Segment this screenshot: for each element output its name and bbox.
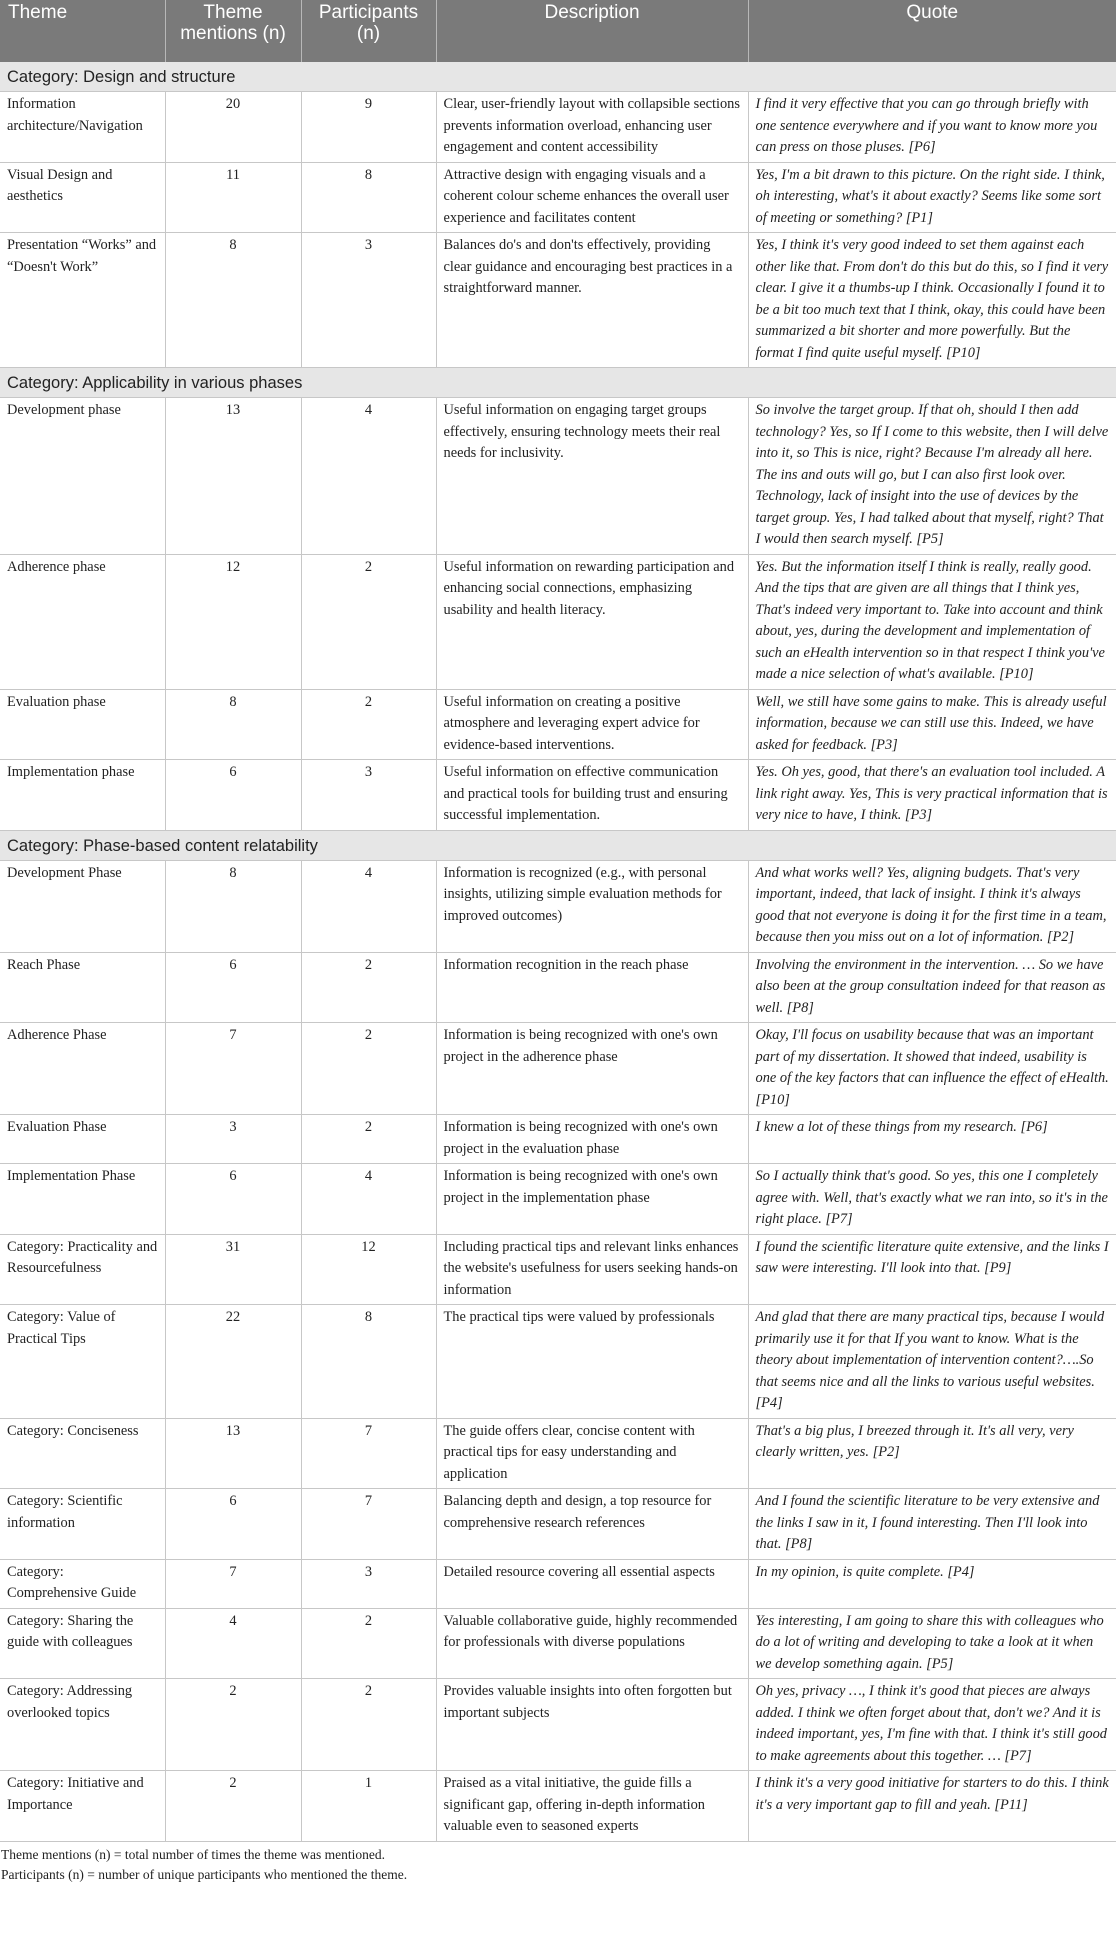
- header-description: Description: [436, 0, 748, 62]
- cell-participants: 8: [301, 1305, 436, 1419]
- cell-theme: Category: Conciseness: [0, 1418, 165, 1489]
- cell-theme: Adherence phase: [0, 554, 165, 689]
- cell-description: Balancing depth and design, a top resource for comprehensive research references: [436, 1489, 748, 1560]
- cell-description: Information is being recognized with one's own project in the evaluation phase: [436, 1115, 748, 1164]
- table-row: [0, 1489, 1116, 1560]
- cell-theme: Category: Sharing the guide with colleagues: [0, 1608, 165, 1679]
- cell-description: Information is being recognized with one's own project in the implementation phase: [436, 1164, 748, 1235]
- cell-theme: Category: Practicality and Resourcefulness: [0, 1234, 165, 1305]
- cell-participants: 2: [301, 1608, 436, 1679]
- cell-theme: Category: Comprehensive Guide: [0, 1559, 165, 1608]
- cell-theme: Reach Phase: [0, 952, 165, 1023]
- cell-mentions: 8: [165, 689, 301, 760]
- cell-description: Information is being recognized with one's own project in the adherence phase: [436, 1023, 748, 1115]
- cell-theme: Category: Scientific information: [0, 1489, 165, 1560]
- cell-participants: 2: [301, 952, 436, 1023]
- cell-participants: 2: [301, 1115, 436, 1164]
- cell-theme: Visual Design and aesthetics: [0, 162, 165, 233]
- cell-description: The guide offers clear, concise content with practical tips for easy understanding and application: [436, 1418, 748, 1489]
- cell-participants: 2: [301, 689, 436, 760]
- cell-participants: 7: [301, 1418, 436, 1489]
- cell-theme: Adherence Phase: [0, 1023, 165, 1115]
- category-row: [0, 830, 1116, 860]
- cell-mentions: 12: [165, 554, 301, 689]
- cell-quote: I think it's a very good initiative for starters to do this. I think it's a very important gap to fill and yeah. [P11]: [748, 1771, 1116, 1842]
- cell-participants: 12: [301, 1234, 436, 1305]
- cell-mentions: 3: [165, 1115, 301, 1164]
- cell-description: Attractive design with engaging visuals and a coherent colour scheme enhances the overall user experience and facilitates content: [436, 162, 748, 233]
- cell-theme: Evaluation phase: [0, 689, 165, 760]
- cell-mentions: 2: [165, 1771, 301, 1842]
- table-row: [0, 1608, 1116, 1679]
- cell-description: Information recognition in the reach phase: [436, 952, 748, 1023]
- table-body: [0, 62, 1116, 1841]
- cell-quote: Yes. But the information itself I think is really, really good. And the tips that are given are all things that I think yes, That's indeed very important to. Take into account and think about, yes, during the development and implementation of such an eHealth intervention so in that respect I think you've made a nice selection of what's available. [P10]: [748, 554, 1116, 689]
- header-row: [0, 0, 1116, 62]
- cell-theme: Information architecture/Navigation: [0, 92, 165, 163]
- category-row: [0, 62, 1116, 92]
- header-quote: Quote: [748, 0, 1116, 62]
- table-row: [0, 1023, 1116, 1115]
- cell-quote: And I found the scientific literature to be very extensive and the links I saw in it, I found interesting. Then I'll look into that. [P8]: [748, 1489, 1116, 1560]
- cell-participants: 3: [301, 1559, 436, 1608]
- table-row: [0, 162, 1116, 233]
- cell-description: Useful information on creating a positive atmosphere and leveraging expert advice for evidence-based interventions.: [436, 689, 748, 760]
- cell-description: Balances do's and don'ts effectively, providing clear guidance and encouraging best practices in a straightforward manner.: [436, 233, 748, 368]
- table-row: [0, 398, 1116, 555]
- category-label: Category: Design and structure: [0, 62, 1116, 92]
- table-row: [0, 1418, 1116, 1489]
- cell-quote: Involving the environment in the intervention. … So we have also been at the group consultation indeed for that reason as well. [P8]: [748, 952, 1116, 1023]
- cell-quote: I knew a lot of these things from my research. [P6]: [748, 1115, 1116, 1164]
- cell-description: Information is recognized (e.g., with personal insights, utilizing simple evaluation methods for improved outcomes): [436, 860, 748, 952]
- table-row: [0, 1234, 1116, 1305]
- cell-mentions: 22: [165, 1305, 301, 1419]
- cell-mentions: 8: [165, 860, 301, 952]
- cell-quote: And glad that there are many practical tips, because I would primarily use it for that If you want to know. What is the theory about implementation of intervention content?….So that seems nice and all the links to various useful websites. [P4]: [748, 1305, 1116, 1419]
- header-mentions: Theme mentions (n): [165, 0, 301, 62]
- header-theme: Theme: [0, 0, 165, 62]
- cell-mentions: 13: [165, 1418, 301, 1489]
- cell-quote: Yes, I'm a bit drawn to this picture. On the right side. I think, oh interesting, what's it about exactly? Seems like some sort of meeting or something? [P1]: [748, 162, 1116, 233]
- cell-description: The practical tips were valued by professionals: [436, 1305, 748, 1419]
- cell-participants: 3: [301, 760, 436, 831]
- cell-mentions: 4: [165, 1608, 301, 1679]
- footnote-mentions: Theme mentions (n) = total number of times the theme was mentioned.: [1, 1846, 386, 1862]
- cell-quote: Yes, I think it's very good indeed to set them against each other like that. From don't do this but do this, so I find it very clear. I give it a thumbs-up I think. Occasionally I found it to be a bit too much text that I think, okay, this could have been summarized a bit shorter and more powerfully. But the format I find quite useful myself. [P10]: [748, 233, 1116, 368]
- cell-quote: Yes interesting, I am going to share this with colleagues who do a lot of writing and developing to take a look at it when we develop something again. [P5]: [748, 1608, 1116, 1679]
- cell-quote: And what works well? Yes, aligning budgets. That's very important, indeed, that lack of insight. I think it's always good that not everyone is doing it for the first time in a team, because then you miss out on a lot of information. [P2]: [748, 860, 1116, 952]
- cell-description: Clear, user-friendly layout with collapsible sections prevents information overload, enhancing user engagement and content accessibility: [436, 92, 748, 163]
- cell-participants: 4: [301, 398, 436, 555]
- table-row: [0, 1305, 1116, 1419]
- cell-theme: Category: Value of Practical Tips: [0, 1305, 165, 1419]
- table-row: [0, 1679, 1116, 1771]
- table-row: [0, 1771, 1116, 1842]
- cell-mentions: 2: [165, 1679, 301, 1771]
- cell-theme: Development phase: [0, 398, 165, 555]
- cell-description: Praised as a vital initiative, the guide fills a significant gap, offering in-depth information valuable even to seasoned experts: [436, 1771, 748, 1842]
- cell-theme: Implementation phase: [0, 760, 165, 831]
- cell-quote: That's a big plus, I breezed through it. It's all very, very clearly written, yes. [P2]: [748, 1418, 1116, 1489]
- cell-description: Detailed resource covering all essential aspects: [436, 1559, 748, 1608]
- table-row: [0, 760, 1116, 831]
- cell-mentions: 11: [165, 162, 301, 233]
- cell-theme: Implementation Phase: [0, 1164, 165, 1235]
- footnote-participants: Participants (n) = number of unique participants who mentioned the theme.: [1, 1866, 408, 1882]
- cell-quote: In my opinion, is quite complete. [P4]: [748, 1559, 1116, 1608]
- cell-theme: Category: Addressing overlooked topics: [0, 1679, 165, 1771]
- table-row: [0, 860, 1116, 952]
- cell-description: Useful information on rewarding participation and enhancing social connections, emphasizing usability and health literacy.: [436, 554, 748, 689]
- cell-quote: So involve the target group. If that oh, should I then add technology? Yes, so If I come to this website, then I will delve into it, so This is nice, right? Because I'm already all here. The ins and outs will go, but I can also first look over. Technology, lack of insight into the use of devices by the target group. Yes, I had talked about that myself, right? That I would then search myself. [P5]: [748, 398, 1116, 555]
- table-row: [0, 952, 1116, 1023]
- table-row: [0, 689, 1116, 760]
- cell-quote: So I actually think that's good. So yes, this one I completely agree with. Well, that's exactly what we ran into, so it's in the right place. [P7]: [748, 1164, 1116, 1235]
- cell-participants: 8: [301, 162, 436, 233]
- cell-participants: 2: [301, 554, 436, 689]
- cell-theme: Category: Initiative and Importance: [0, 1771, 165, 1842]
- cell-mentions: 8: [165, 233, 301, 368]
- cell-quote: Well, we still have some gains to make. This is already useful information, because we can still use this. Indeed, we have asked for feedback. [P3]: [748, 689, 1116, 760]
- cell-participants: 2: [301, 1023, 436, 1115]
- cell-mentions: 6: [165, 1489, 301, 1560]
- cell-participants: 7: [301, 1489, 436, 1560]
- cell-mentions: 6: [165, 1164, 301, 1235]
- cell-participants: 1: [301, 1771, 436, 1842]
- cell-mentions: 31: [165, 1234, 301, 1305]
- cell-quote: I find it very effective that you can go through briefly with one sentence everywhere and if you want to know more you can press on those pluses. [P6]: [748, 92, 1116, 163]
- footnotes: [0, 1842, 1116, 1885]
- cell-theme: Development Phase: [0, 860, 165, 952]
- cell-quote: Yes. Oh yes, good, that there's an evaluation tool included. A link right away. Yes, This is very practical information that is very nice to have, I think. [P3]: [748, 760, 1116, 831]
- category-row: [0, 368, 1116, 398]
- cell-participants: 2: [301, 1679, 436, 1771]
- table-row: [0, 92, 1116, 163]
- header-participants: Participants (n): [301, 0, 436, 62]
- cell-participants: 4: [301, 1164, 436, 1235]
- cell-quote: Okay, I'll focus on usability because that was an important part of my dissertation. It showed that indeed, usability is one of the key factors that can influence the effect of eHealth. [P10]: [748, 1023, 1116, 1115]
- cell-description: Including practical tips and relevant links enhances the website's usefulness for users seeking hands-on information: [436, 1234, 748, 1305]
- cell-quote: Oh yes, privacy …, I think it's good that pieces are always added. I think we often forget about that, don't we? And it is indeed important, yes, I'm fine with that. I think it's still good to make agreements about this together. … [P7]: [748, 1679, 1116, 1771]
- category-label: Category: Phase-based content relatability: [0, 830, 1116, 860]
- cell-theme: Presentation “Works” and “Doesn't Work”: [0, 233, 165, 368]
- cell-description: Valuable collaborative guide, highly recommended for professionals with diverse populations: [436, 1608, 748, 1679]
- cell-description: Useful information on engaging target groups effectively, ensuring technology meets their real needs for inclusivity.: [436, 398, 748, 555]
- cell-mentions: 13: [165, 398, 301, 555]
- table-row: [0, 554, 1116, 689]
- cell-mentions: 20: [165, 92, 301, 163]
- cell-mentions: 6: [165, 760, 301, 831]
- cell-mentions: 6: [165, 952, 301, 1023]
- table-row: [0, 1115, 1116, 1164]
- cell-description: Provides valuable insights into often forgotten but important subjects: [436, 1679, 748, 1771]
- cell-theme: Evaluation Phase: [0, 1115, 165, 1164]
- table-row: [0, 1164, 1116, 1235]
- cell-participants: 4: [301, 860, 436, 952]
- cell-quote: I found the scientific literature quite extensive, and the links I saw were interesting. I'll look into that. [P9]: [748, 1234, 1116, 1305]
- cell-mentions: 7: [165, 1023, 301, 1115]
- cell-mentions: 7: [165, 1559, 301, 1608]
- cell-participants: 3: [301, 233, 436, 368]
- table-row: [0, 1559, 1116, 1608]
- cell-description: Useful information on effective communication and practical tools for building trust and ensuring successful implementation.: [436, 760, 748, 831]
- cell-participants: 9: [301, 92, 436, 163]
- table-row: [0, 233, 1116, 368]
- category-label: Category: Applicability in various phases: [0, 368, 1116, 398]
